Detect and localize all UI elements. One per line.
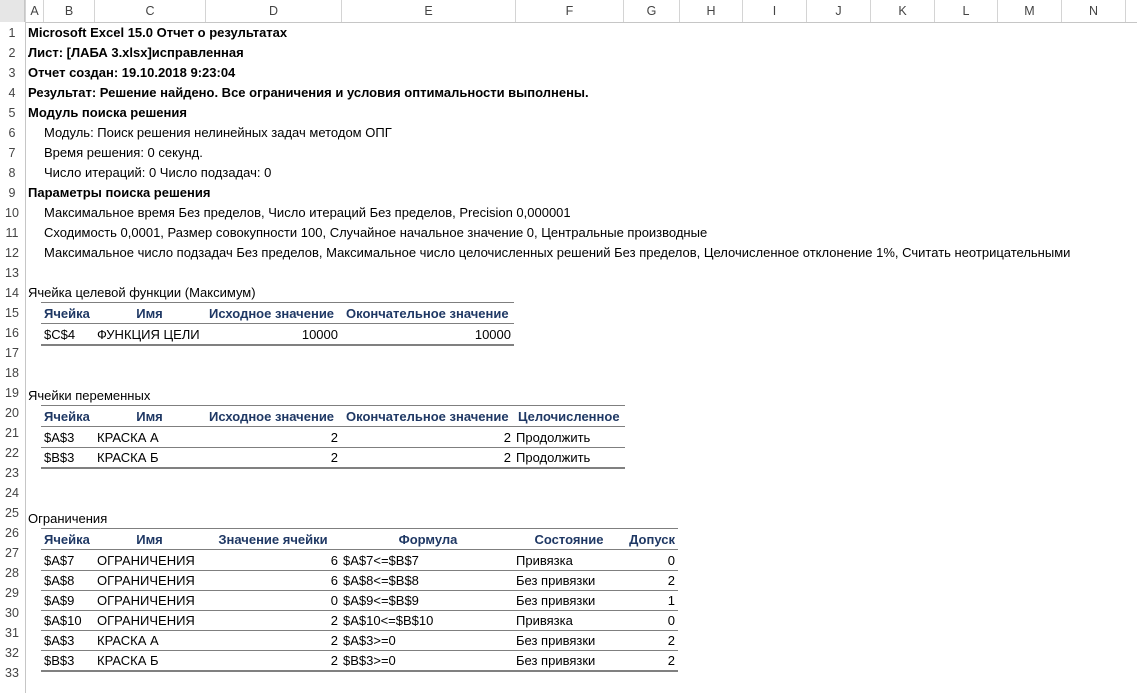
engine-header[interactable]: Модуль поиска решения <box>28 105 187 120</box>
row-header[interactable]: 20 <box>5 406 19 420</box>
constraints-row-slack[interactable]: 1 <box>667 593 675 608</box>
column-header-f[interactable]: F <box>515 0 623 22</box>
column-header-o-partial[interactable] <box>1125 0 1137 22</box>
report-result[interactable]: Результат: Решение найдено. Все ограничения и условия оптимальности выполнены. <box>28 85 589 100</box>
constraints-top-border <box>41 528 678 529</box>
constraints-row-name[interactable]: КРАСКА А <box>97 633 159 648</box>
constraints-row-cell[interactable]: $A$9 <box>44 593 75 608</box>
row-header[interactable]: 1 <box>8 26 16 40</box>
objective-row-final[interactable]: 10000 <box>474 327 511 342</box>
column-header-j[interactable]: J <box>806 0 870 22</box>
constraints-header-status[interactable]: Состояние <box>534 532 604 547</box>
row-header[interactable]: 13 <box>5 266 19 280</box>
params-line-1[interactable]: Максимальное время Без пределов, Число итераций Без пределов, Precision 0,000001 <box>44 205 571 220</box>
row-header[interactable]: 16 <box>5 326 19 340</box>
row-header[interactable]: 24 <box>5 486 19 500</box>
objective-row-name[interactable]: ФУНКЦИЯ ЦЕЛИ <box>97 327 200 342</box>
row-header[interactable]: 6 <box>8 126 16 140</box>
constraints-row-name[interactable]: ОГРАНИЧЕНИЯ <box>97 553 195 568</box>
row-header[interactable]: 11 <box>5 226 19 240</box>
column-header-n[interactable]: N <box>1061 0 1125 22</box>
variables-row-integer[interactable]: Продолжить <box>516 450 591 465</box>
row-header[interactable]: 22 <box>5 446 19 460</box>
row-header[interactable]: 17 <box>5 346 19 360</box>
column-header-i[interactable]: I <box>742 0 806 22</box>
constraints-row-status[interactable]: Без привязки <box>516 653 596 668</box>
objective-caption[interactable]: Ячейка целевой функции (Максимум) <box>28 285 256 300</box>
column-header-d[interactable]: D <box>205 0 341 22</box>
constraints-row-status[interactable]: Привязка <box>516 553 573 568</box>
report-created[interactable]: Отчет создан: 19.10.2018 9:23:04 <box>28 65 236 80</box>
constraints-row-slack[interactable]: 2 <box>667 633 675 648</box>
row-header[interactable]: 32 <box>5 646 19 660</box>
variables-row-cell[interactable]: $A$3 <box>44 430 75 445</box>
variables-caption[interactable]: Ячейки переменных <box>28 388 151 403</box>
variables-header-name[interactable]: Имя <box>136 409 163 424</box>
column-header-g[interactable]: G <box>623 0 679 22</box>
constraints-row-formula[interactable]: $A$7<=$B$7 <box>343 553 419 568</box>
constraints-row-cell[interactable]: $A$10 <box>44 613 82 628</box>
constraints-row-name[interactable]: ОГРАНИЧЕНИЯ <box>97 613 195 628</box>
params-line-3[interactable]: Максимальное число подзадач Без пределов, Максимальное число целочисленных решений Без пределов, Целочисленное отклонение 1%, Считать неотрицательными <box>44 245 1071 260</box>
row-header[interactable]: 4 <box>8 86 16 100</box>
column-header-b[interactable]: B <box>43 0 94 22</box>
row-header[interactable]: 5 <box>8 106 16 120</box>
constraints-row-formula[interactable]: $A$9<=$B$9 <box>343 593 419 608</box>
constraints-row-slack[interactable]: 2 <box>667 573 675 588</box>
row-header[interactable]: 30 <box>5 606 19 620</box>
column-header-e[interactable]: E <box>341 0 515 22</box>
constraints-caption[interactable]: Ограничения <box>28 511 108 526</box>
variables-row-final[interactable]: 2 <box>503 430 511 445</box>
column-header-k[interactable]: K <box>870 0 934 22</box>
column-header-m[interactable]: M <box>997 0 1061 22</box>
variables-row-integer[interactable]: Продолжить <box>516 430 591 445</box>
row-header[interactable]: 14 <box>5 286 19 300</box>
objective-header-initial[interactable]: Исходное значение <box>209 306 335 321</box>
row-header[interactable]: 12 <box>5 246 19 260</box>
engine-module[interactable]: Модуль: Поиск решения нелинейных задач методом ОПГ <box>44 125 392 140</box>
constraints-row-value[interactable]: 6 <box>330 553 338 568</box>
objective-header-final[interactable]: Окончательное значение <box>346 306 509 321</box>
constraints-row-cell[interactable]: $B$3 <box>44 653 75 668</box>
constraints-header-formula[interactable]: Формула <box>398 532 458 547</box>
column-header-c[interactable]: C <box>94 0 205 22</box>
constraints-row-status[interactable]: Без привязки <box>516 633 596 648</box>
variables-row-name[interactable]: КРАСКА А <box>97 430 159 445</box>
constraints-row-formula[interactable]: $A$8<=$B$8 <box>343 573 419 588</box>
row-header[interactable]: 26 <box>5 526 19 540</box>
constraints-row-slack[interactable]: 0 <box>667 613 675 628</box>
constraints-header-slack[interactable]: Допуск <box>629 532 675 547</box>
column-header-h[interactable]: H <box>679 0 742 22</box>
constraints-bottom-border <box>41 670 678 672</box>
variables-row-initial[interactable]: 2 <box>330 450 338 465</box>
constraints-row-formula[interactable]: $B$3>=0 <box>343 653 396 668</box>
constraints-row-slack[interactable]: 0 <box>667 553 675 568</box>
constraints-row-formula[interactable]: $A$3>=0 <box>343 633 396 648</box>
engine-iterations[interactable]: Число итераций: 0 Число подзадач: 0 <box>44 165 272 180</box>
params-header[interactable]: Параметры поиска решения <box>28 185 211 200</box>
constraints-header-border <box>41 549 678 550</box>
report-title[interactable]: Microsoft Excel 15.0 Отчет о результатах <box>28 25 288 40</box>
constraints-row-status[interactable]: Без привязки <box>516 593 596 608</box>
constraints-row-status[interactable]: Привязка <box>516 613 573 628</box>
objective-header-name[interactable]: Имя <box>136 306 163 321</box>
variables-header-border <box>41 426 625 427</box>
variables-header-cell[interactable]: Ячейка <box>44 409 90 424</box>
constraints-row-cell[interactable]: $A$8 <box>44 573 75 588</box>
objective-header-border <box>41 323 514 324</box>
column-header-l[interactable]: L <box>934 0 997 22</box>
objective-row-initial[interactable]: 10000 <box>301 327 338 342</box>
constraints-row-value[interactable]: 2 <box>330 653 338 668</box>
variables-row-final[interactable]: 2 <box>503 450 511 465</box>
variables-header-integer[interactable]: Целочисленное <box>518 409 620 424</box>
constraints-row-value[interactable]: 2 <box>330 633 338 648</box>
row-header[interactable]: 31 <box>5 626 19 640</box>
variables-bottom-border <box>41 467 625 469</box>
objective-row-cell[interactable]: $C$4 <box>44 327 76 342</box>
constraints-row-cell[interactable]: $A$7 <box>44 553 75 568</box>
row-header[interactable]: 8 <box>8 166 16 180</box>
engine-time[interactable]: Время решения: 0 секунд. <box>44 145 203 160</box>
constraints-header-name[interactable]: Имя <box>136 532 163 547</box>
row-header[interactable]: 25 <box>5 506 19 520</box>
constraints-row-name[interactable]: КРАСКА Б <box>97 653 159 668</box>
constraints-row-name[interactable]: ОГРАНИЧЕНИЯ <box>97 573 195 588</box>
constraints-row-value[interactable]: 2 <box>330 613 338 628</box>
constraints-header-value[interactable]: Значение ячейки <box>218 532 328 547</box>
row-header[interactable]: 2 <box>8 46 16 60</box>
report-sheet[interactable]: Лист: [ЛАБА 3.xlsx]исправленная <box>28 45 244 60</box>
objective-header-cell[interactable]: Ячейка <box>44 306 90 321</box>
row-header[interactable]: 19 <box>5 386 19 400</box>
constraints-header-cell[interactable]: Ячейка <box>44 532 90 547</box>
row-header[interactable]: 33 <box>5 666 19 680</box>
variables-top-border <box>41 405 625 406</box>
row-header[interactable]: 7 <box>8 146 16 160</box>
variables-row-cell[interactable]: $B$3 <box>44 450 75 465</box>
row-header[interactable]: 9 <box>8 186 16 200</box>
variables-row-name[interactable]: КРАСКА Б <box>97 450 159 465</box>
variables-header-initial[interactable]: Исходное значение <box>209 409 335 424</box>
row-header[interactable]: 21 <box>5 426 19 440</box>
constraints-row-value[interactable]: 6 <box>330 573 338 588</box>
params-line-2[interactable]: Сходимость 0,0001, Размер совокупности 100, Случайное начальное значение 0, Центральные производные <box>44 225 708 240</box>
constraints-row-value[interactable]: 0 <box>330 593 338 608</box>
variables-row-initial[interactable]: 2 <box>330 430 338 445</box>
constraints-row-formula[interactable]: $A$10<=$B$10 <box>343 613 434 628</box>
row-header[interactable]: 23 <box>5 466 19 480</box>
row-header[interactable]: 10 <box>5 206 19 220</box>
column-header-bar <box>0 0 1137 23</box>
constraints-row-name[interactable]: ОГРАНИЧЕНИЯ <box>97 593 195 608</box>
row-header[interactable]: 18 <box>5 366 19 380</box>
row-header[interactable]: 29 <box>5 586 19 600</box>
variables-header-final[interactable]: Окончательное значение <box>346 409 509 424</box>
row-header[interactable]: 15 <box>5 306 19 320</box>
row-header-bar <box>0 22 26 693</box>
constraints-row-cell[interactable]: $A$3 <box>44 633 75 648</box>
row-header[interactable]: 3 <box>8 66 16 80</box>
row-header[interactable]: 28 <box>5 566 19 580</box>
constraints-row-status[interactable]: Без привязки <box>516 573 596 588</box>
select-all-corner[interactable] <box>0 0 25 22</box>
column-header-a[interactable]: A <box>25 0 43 22</box>
objective-bottom-border <box>41 344 514 346</box>
objective-top-border <box>41 302 514 303</box>
constraints-row-slack[interactable]: 2 <box>667 653 675 668</box>
row-header[interactable]: 27 <box>5 546 19 560</box>
